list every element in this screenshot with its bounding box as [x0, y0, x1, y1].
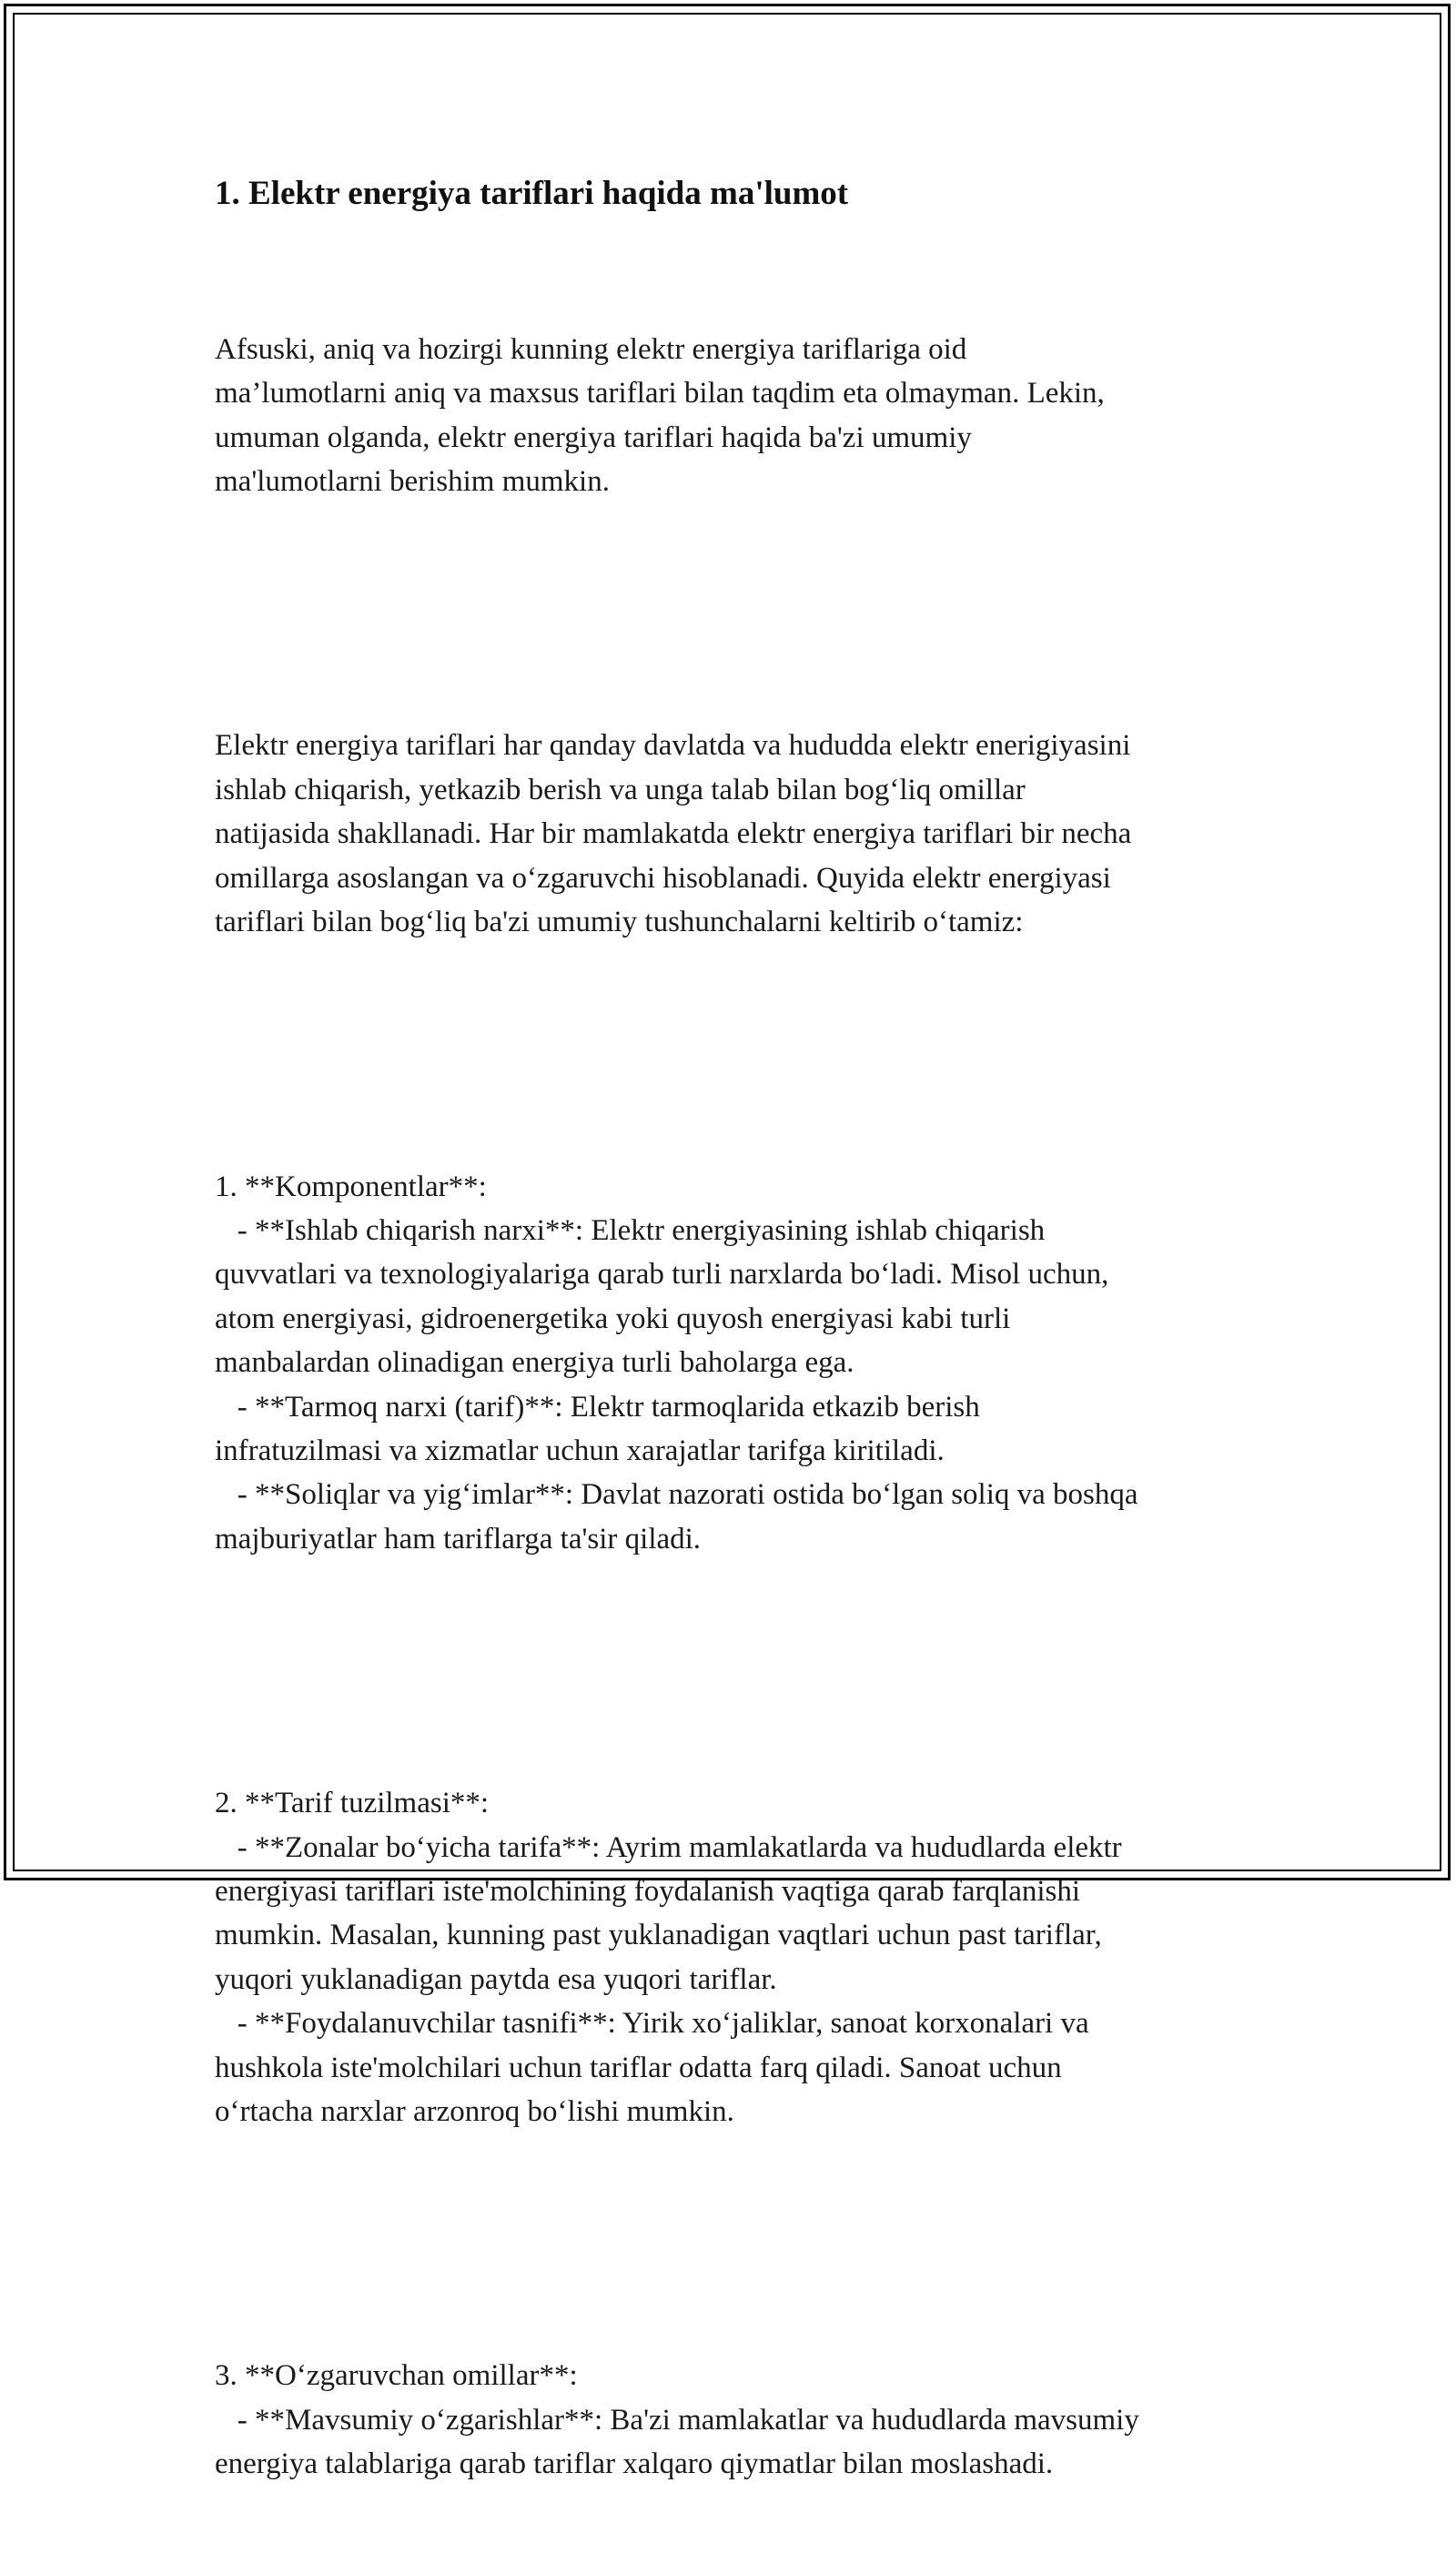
- document-text: [215, 239, 1252, 2574]
- document-heading: 1. Elektr energiya tariflari haqida ma'lumot: [215, 175, 849, 212]
- section-komponentlar: 1. **Komponentlar**: - **Ishlab chiqarish narxi**: Elektr energiyasining ishlab chiqarish quvvatlari va texnologiyalariga qarab turli narxlarda bo‘ladi. Misol uchun, atom energiyasi, gidroenergetika yoki quyosh energiyasi kabi turli manbalardan olinadigan energiya turli baholarga ega. - **Tarmoq narxi (tarif)**: Elektr tarmoqlarida etkazib berish infratuzilmasi va xizmatlar uchun xarajatlar tarifga kiritiladi. - **Soliqlar va yig‘imlar**: Davlat nazorati ostida bo‘lgan soliq va boshqa majburiyatlar ham tariflarga ta'sir qiladi.: [215, 1170, 1138, 1556]
- document-body: [215, 168, 1252, 2574]
- section-ozgaruvchan-omillar: 3. **O‘zgaruvchan omillar**: - **Mavsumiy o‘zgarishlar**: Ba'zi mamlakatlar va hududlarda mavsumiy energiya talablariga qarab tariflar xalqaro qiymatlar bilan moslashadi.: [215, 2359, 1139, 2481]
- paragraph-gap: [215, 592, 1252, 635]
- paragraph-intro: Afsuski, aniq va hozirgi kunning elektr energiya tariflariga oid ma’lumotlarni aniq va maxsus tariflari bilan taqdim eta olmayman. Lekin, umuman olganda, elektr energiya tariflari haqida ba'zi umumiy ma'lumotlarni berishim mumkin.: [215, 332, 1105, 499]
- section-tarif-tuzilmasi: 2. **Tarif tuzilmasi**: - **Zonalar bo‘yicha tarifa**: Ayrim mamlakatlarda va hududlarda elektr energiyasi tariflari iste'molchining foydalanish vaqtiga qarab farqlanishi mumkin. Masalan, kunning past yuklanadigan vaqtlari uchun past tariflar, yuqori yuklanadigan paytda esa yuqori tariflar. - **Foydalanuvchilar tasnifi**: Yirik xo‘jaliklar, sanoat korxonalari va hushkola iste'molchilari uchun tariflar odatta farq qiladi. Sanoat uchun o‘rtacha narxlar arzonroq bo‘lishi mumkin.: [215, 1787, 1122, 2129]
- paragraph-gap: [215, 1649, 1252, 1693]
- paragraph-gap: [215, 2222, 1252, 2265]
- paragraph-gap: [215, 1032, 1252, 1076]
- paragraph-overview: Elektr energiya tariflari har qanday davlatda va hududda elektr enerigiyasini ishlab chiqarish, yetkazib berish va unga talab bilan bog‘liq omillar natijasida shakllanadi. Har bir mamlakatda elektr energiya tariflari bir necha omillarga asoslangan va o‘zgaruvchi hisoblanadi. Quyida elektr energiyasi tariflari bilan bog‘liq ba'zi umumiy tushunchalarni keltirib o‘tamiz:: [215, 729, 1132, 939]
